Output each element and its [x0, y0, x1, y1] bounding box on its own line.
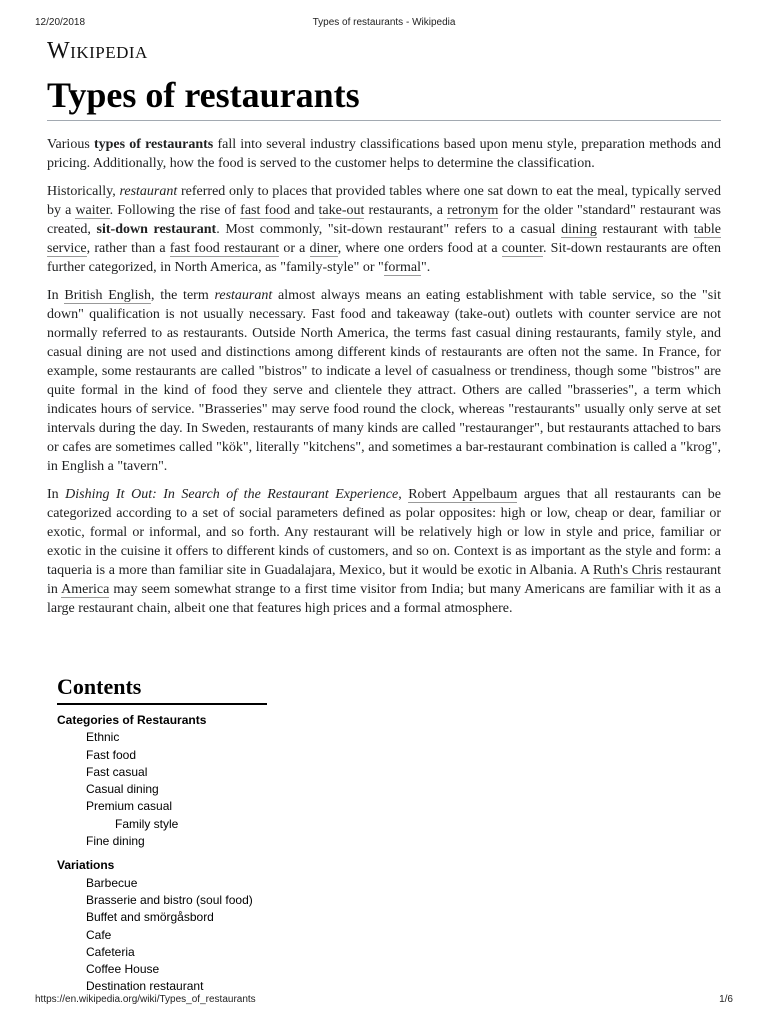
toc-section-variations[interactable]: Variations [57, 858, 115, 873]
link-diner[interactable]: diner [309, 241, 338, 256]
toc-item[interactable]: Brasserie and bistro (soul food) [86, 892, 253, 907]
intro-paragraph-1: Various types of restaurants fall into several industry classifications based upon menu style, preparation methods and pricing. Additionally, how the food is served to the customer helps to determine the classification. [47, 137, 721, 171]
link-fast-food-restaurant[interactable]: fast food restaurant [169, 241, 280, 256]
link-counter[interactable]: counter [501, 241, 543, 256]
table-of-contents [57, 673, 267, 996]
link-waiter[interactable]: waiter [75, 203, 110, 218]
toc-item[interactable]: Casual dining [86, 782, 159, 797]
toc-item[interactable]: Barbecue [86, 875, 138, 890]
article-body [47, 135, 721, 627]
toc-item[interactable]: Buffet and smörgåsbord [86, 910, 214, 925]
page-title: Types of restaurants [47, 72, 721, 121]
link-ruths-chris[interactable]: Ruth's Chris [592, 563, 663, 578]
toc-section-categories[interactable]: Categories of Restaurants [57, 713, 207, 727]
toc-item[interactable]: Destination restaurant [86, 979, 204, 994]
toc-item[interactable]: Fast casual [86, 764, 148, 779]
print-page-number: 1/6 [719, 994, 733, 1005]
link-america[interactable]: America [61, 582, 110, 597]
toc-item[interactable]: Fine dining [86, 834, 145, 849]
link-table-service[interactable]: table service [47, 222, 721, 256]
print-title: Types of restaurants - Wikipedia [312, 17, 456, 28]
link-formal[interactable]: formal [383, 260, 422, 275]
intro-paragraph-4: In Dishing It Out: In Search of the Restaurant Experience, Robert Appelbaum argues that all restaurants can be categorized according to a set of social parameters defined as polar opposites: high or low, cheap or dear, familiar or exotic, formal or informal, and so forth. Any restaurant will be relatively high or low in style and price, familiar or exotic in the cuisine it offers to different kinds of customers, and so on. Context is as important as the style and form: a taqueria is a more than familiar site in Guadalajara, Mexico, but it would be exotic in Albania. A Ruth's Chris restaurant in America may seem somewhat strange to a first time visitor from India; but many Americans are familiar with it as a large restaurant chain, albeit one that features high prices and a formal atmosphere. [47, 487, 721, 616]
contents-heading: Contents [57, 673, 267, 705]
toc-item[interactable]: Cafe [86, 927, 112, 942]
link-retronym[interactable]: retronym [447, 203, 499, 218]
toc-item[interactable]: Coffee House [86, 962, 160, 977]
print-url: https://en.wikipedia.org/wiki/Types_of_restaurants [35, 994, 256, 1005]
link-dining[interactable]: dining [561, 222, 597, 237]
link-take-out[interactable]: take-out [318, 203, 365, 218]
link-fast-food[interactable]: fast food [240, 203, 291, 218]
print-date: 12/20/2018 [35, 17, 86, 28]
toc-item[interactable]: Ethnic [86, 730, 120, 745]
wikipedia-logo[interactable]: Wikipedia [47, 38, 148, 64]
toc-item[interactable]: Cafeteria [86, 944, 135, 959]
link-british-english[interactable]: British English [64, 288, 152, 303]
toc-item[interactable]: Premium casual [86, 799, 173, 814]
intro-paragraph-3: In British English, the term restaurant almost always means an eating establishment with table service, so the "sit down" qualification is not usually necessary. Fast food and takeaway (take-out) outlets with counter service are not normally referred to as restaurants. Outside North America, the terms fast casual dining restaurants, family style, and casual dining are not used and distinctions among different kinds of restaurants are often not the same. In France, for example, some restaurants are called "bistros" to indicate a level of casualness or trendiness, though some "bistros" are quite formal in the kind of food they serve and clientele they attract. Others are called "brasseries", a term which indicates hours of service. "Brasseries" may serve food round the clock, whereas "restaurants" usually only serve at set intervals during the day. In Sweden, restaurants of many kinds are called "restauranger", but restaurants attached to bars or cafes are sometimes called "kök", literally "kitchens", and sometimes a bar-restaurant combination is called a "krog", in English a "tavern". [47, 288, 721, 474]
toc-subitem[interactable]: Family style [115, 816, 179, 831]
toc-item[interactable]: Fast food [86, 747, 137, 762]
link-robert-appelbaum[interactable]: Robert Appelbaum [408, 487, 518, 502]
intro-paragraph-2: Historically, restaurant referred only to places that provided tables where one sat down to eat the meal, typically served by a waiter. Following the rise of fast food and take-out restaurants, a retronym for the older "standard" restaurant was created, sit-down restaurant. Most commonly, "sit-down restaurant" refers to a casual dining restaurant with table service, rather than a fast food restaurant or a diner, where one orders food at a counter. Sit-down restaurants are often further categorized, in North America, as "family-style" or "formal". [47, 184, 721, 275]
